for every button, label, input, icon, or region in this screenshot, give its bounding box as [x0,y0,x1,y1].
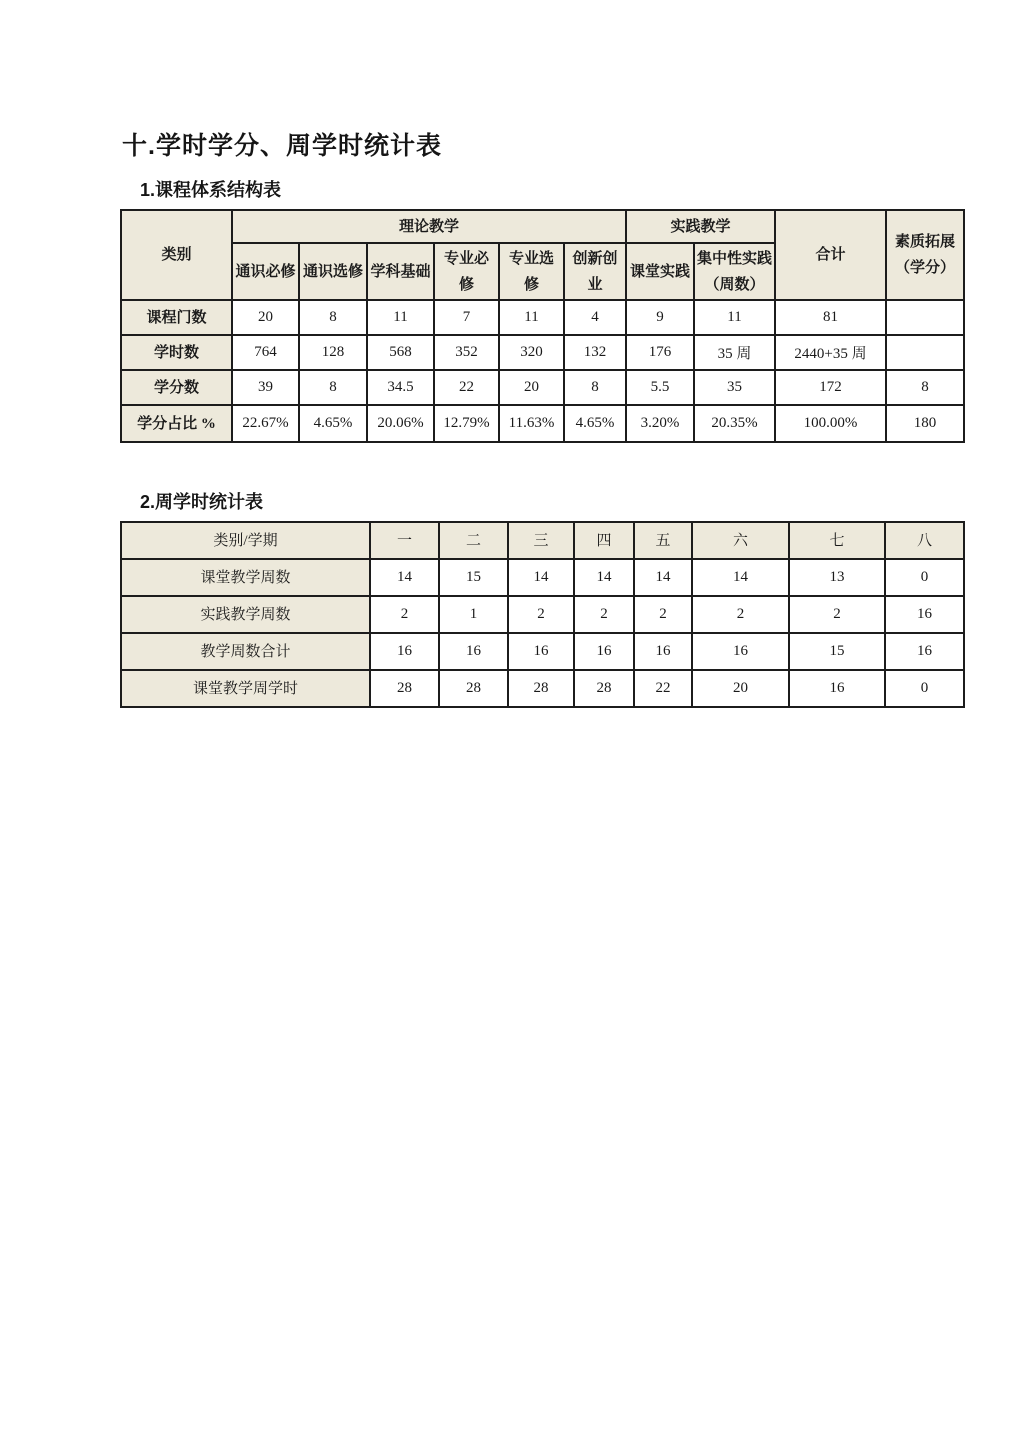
table-cell: 320 [499,335,564,370]
table-cell: 1 [439,596,508,633]
table-cell: 9 [626,300,694,335]
row-label: 课堂教学周学时 [121,670,370,707]
table-cell: 39 [232,370,299,405]
table-cell: 14 [692,559,789,596]
table-cell: 7 [434,300,499,335]
semester-2-header: 二 [439,522,508,559]
table-cell: 352 [434,335,499,370]
subheader-classroom-practice: 课堂实践 [626,243,694,300]
table-cell: 20 [232,300,299,335]
table-cell: 22.67% [232,405,299,442]
semester-7-header: 七 [789,522,885,559]
table-cell: 35 周 [694,335,775,370]
table-cell: 0 [885,559,964,596]
table-row-total-weeks [121,633,964,670]
table-cell: 2440+35 周 [775,335,886,370]
table-cell: 20.06% [367,405,434,442]
weekly-hours-table [120,521,965,708]
row-label: 学分数 [121,370,232,405]
table-cell: 764 [232,335,299,370]
table-cell: 2 [574,596,634,633]
table-cell: 81 [775,300,886,335]
table-cell: 0 [885,670,964,707]
row-label: 实践教学周数 [121,596,370,633]
semester-1-header: 一 [370,522,439,559]
table-cell: 11.63% [499,405,564,442]
semester-4-header: 四 [574,522,634,559]
table-cell: 2 [692,596,789,633]
table-row-classroom-weeks [121,559,964,596]
table-cell: 176 [626,335,694,370]
table-cell [886,300,964,335]
semester-5-header: 五 [634,522,692,559]
table-row-credit-percentage [121,405,964,442]
row-label: 课堂教学周数 [121,559,370,596]
section1-title: 1.课程体系结构表 [140,180,282,200]
subheader-discipline-foundation: 学科基础 [367,243,434,300]
table-cell: 14 [370,559,439,596]
table-cell: 5.5 [626,370,694,405]
theory-teaching-header: 理论教学 [232,210,626,243]
table-header-row [121,210,964,243]
table-cell: 16 [692,633,789,670]
total-header-cell: 合计 [775,210,886,300]
table-cell: 12.79% [434,405,499,442]
table-cell [886,335,964,370]
table-cell: 180 [886,405,964,442]
table-row-credits [121,370,964,405]
table-cell: 16 [885,633,964,670]
curriculum-structure-table [120,209,965,443]
practice-teaching-header: 实践教学 [626,210,775,243]
table-cell: 132 [564,335,626,370]
table-cell: 8 [299,370,367,405]
page-title: 十.学时学分、周学时统计表 [122,132,442,160]
subheader-innovation: 创新创业 [564,243,626,300]
row-label: 课程门数 [121,300,232,335]
table-cell: 14 [634,559,692,596]
table-cell: 128 [299,335,367,370]
row-label: 学分占比 % [121,405,232,442]
subheader-general-required: 通识必修 [232,243,299,300]
table-cell: 16 [439,633,508,670]
table-header-row [121,522,964,559]
table-row-course-count [121,300,964,335]
table-cell: 2 [789,596,885,633]
table-cell: 28 [508,670,574,707]
category-header-cell: 类别 [121,210,232,300]
table-cell: 16 [885,596,964,633]
table-cell: 14 [508,559,574,596]
table-cell: 14 [574,559,634,596]
table-cell: 2 [508,596,574,633]
table-cell: 13 [789,559,885,596]
table-cell: 34.5 [367,370,434,405]
category-semester-header: 类别/学期 [121,522,370,559]
table-cell: 11 [499,300,564,335]
section2-title: 2.周学时统计表 [140,492,264,512]
table-cell: 4.65% [299,405,367,442]
table-row-hours [121,335,964,370]
table-cell: 20.35% [694,405,775,442]
table-cell: 4 [564,300,626,335]
document-content [120,126,963,708]
quality-development-header: 素质拓展（学分） [886,210,964,300]
table-cell: 3.20% [626,405,694,442]
table-cell: 100.00% [775,405,886,442]
table-cell: 28 [439,670,508,707]
table-cell: 8 [564,370,626,405]
table-cell: 11 [694,300,775,335]
table-cell: 28 [370,670,439,707]
table-cell: 15 [789,633,885,670]
table-cell: 16 [574,633,634,670]
table-row-practice-weeks [121,596,964,633]
table-row-weekly-class-hours [121,670,964,707]
semester-6-header: 六 [692,522,789,559]
table-cell: 16 [508,633,574,670]
table-cell: 8 [886,370,964,405]
subheader-major-required: 专业必修 [434,243,499,300]
table-cell: 16 [370,633,439,670]
row-label: 教学周数合计 [121,633,370,670]
table-cell: 28 [574,670,634,707]
table-cell: 20 [499,370,564,405]
subheader-concentrated-practice: 集中性实践（周数） [694,243,775,300]
table-cell: 20 [692,670,789,707]
table-cell: 35 [694,370,775,405]
table-cell: 568 [367,335,434,370]
row-label: 学时数 [121,335,232,370]
table-cell: 172 [775,370,886,405]
table-cell: 2 [370,596,439,633]
table-cell: 16 [789,670,885,707]
subheader-general-elective: 通识选修 [299,243,367,300]
table-cell: 22 [434,370,499,405]
table-cell: 8 [299,300,367,335]
table-cell: 4.65% [564,405,626,442]
subheader-major-elective: 专业选修 [499,243,564,300]
table-cell: 2 [634,596,692,633]
table-cell: 22 [634,670,692,707]
table-cell: 11 [367,300,434,335]
table-cell: 15 [439,559,508,596]
semester-8-header: 八 [885,522,964,559]
table-cell: 16 [634,633,692,670]
semester-3-header: 三 [508,522,574,559]
